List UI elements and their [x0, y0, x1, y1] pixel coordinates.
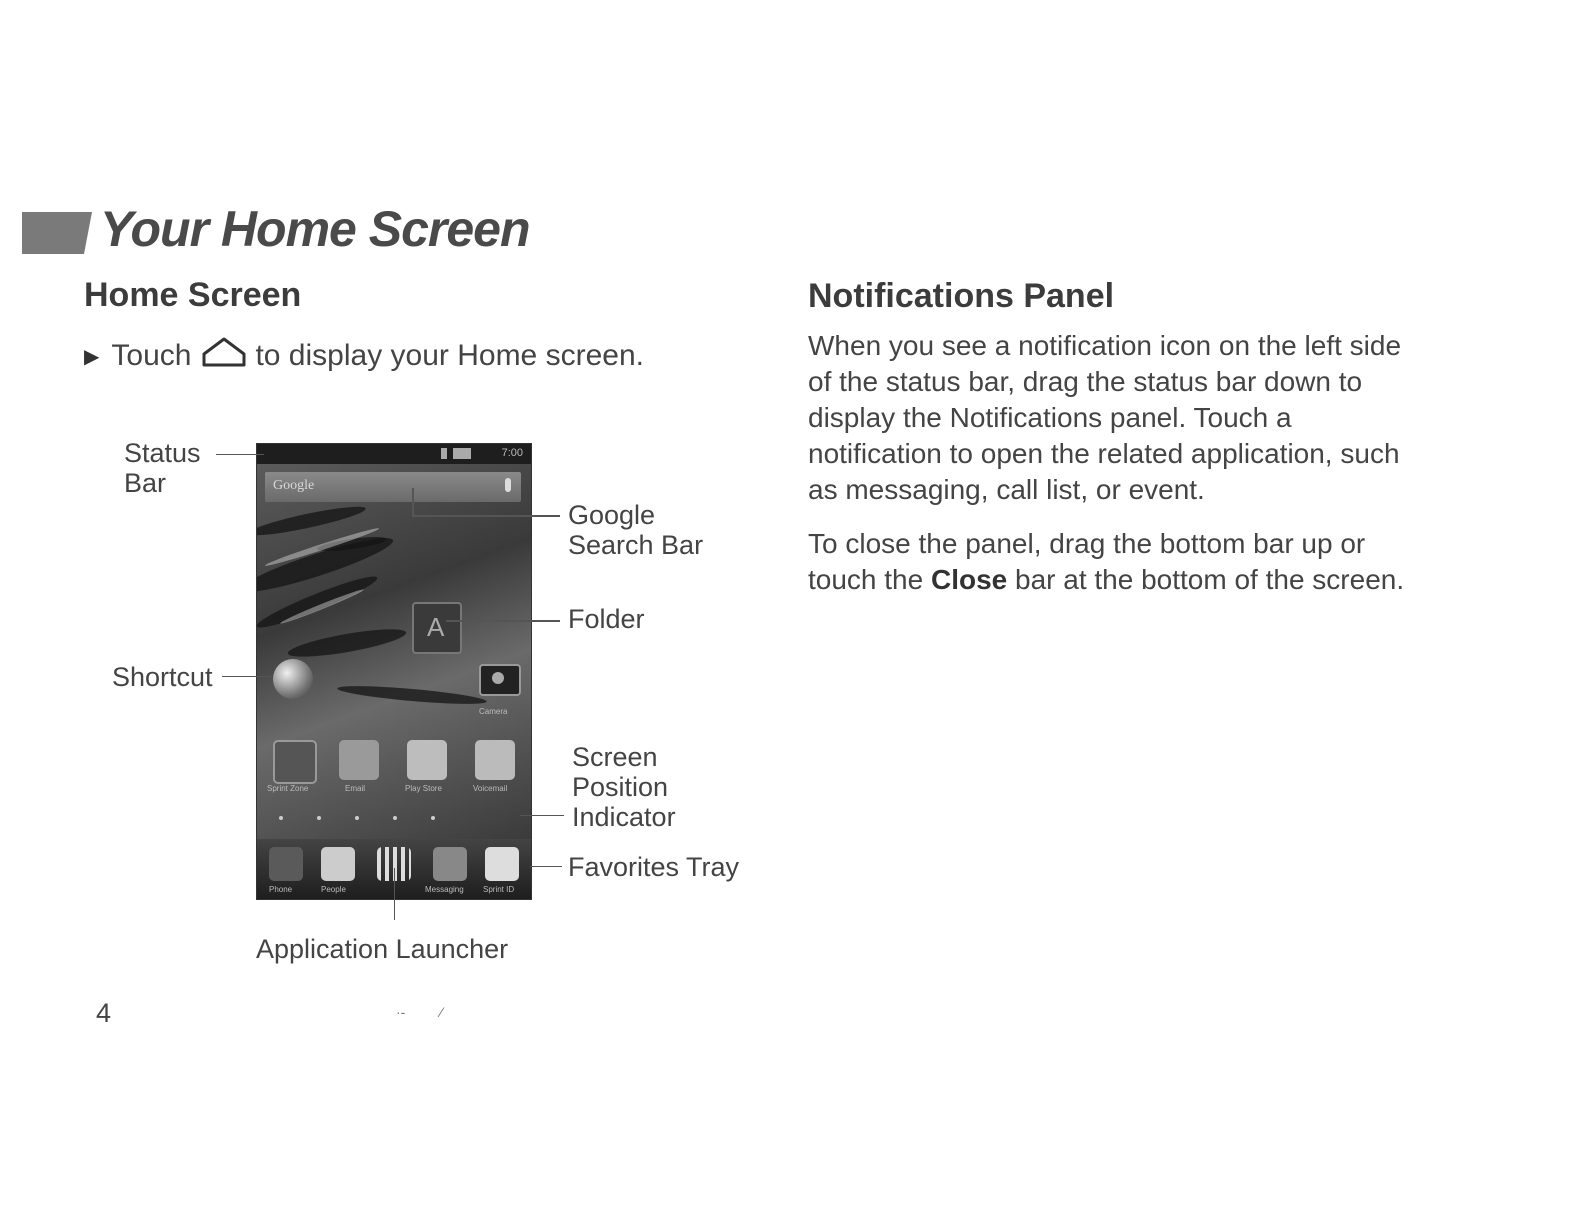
- bullet-arrow-icon: ▶: [84, 345, 100, 368]
- application-launcher-label: Application Launcher: [256, 934, 509, 964]
- notifications-paragraph-1: When you see a notification icon on the left side of the status bar, drag the status bar down to display the Notifications panel. Touch a notification to open the related application, such as messaging, call list, or event.: [808, 330, 1402, 505]
- notifications-panel-heading: Notifications Panel: [808, 277, 1115, 315]
- page-title: Your Home Screen: [100, 201, 530, 257]
- google-search-bar: [265, 472, 521, 502]
- app-label: Email: [345, 784, 366, 793]
- home-screen-heading: Home Screen: [84, 276, 302, 314]
- status-bar-leader-line: [216, 454, 264, 455]
- folder-label: Folder: [568, 604, 645, 634]
- app-label: Play Store: [405, 784, 442, 793]
- shortcut-leader-line: [222, 676, 272, 677]
- close-term: Close: [930, 564, 1008, 595]
- messaging-icon: [433, 847, 467, 881]
- tray-label: Sprint ID: [483, 885, 515, 894]
- notifications-paragraph-2: To close the panel, drag the bottom bar up or touch the Close bar at the bottom of the screen.: [808, 528, 1405, 595]
- sprint-id-icon: [485, 847, 519, 881]
- section-header-marker: [22, 212, 92, 254]
- favorites-tray-label: Favorites Tray: [568, 852, 740, 882]
- google-search-bar-label: Google Search Bar: [568, 500, 704, 560]
- screen-position-indicator-label: Screen Position Indicator: [572, 742, 676, 832]
- home-outline-icon: [201, 336, 247, 376]
- tray-label: Phone: [269, 885, 293, 894]
- camera-label: Camera: [479, 707, 508, 716]
- email-icon: [339, 740, 379, 780]
- shortcut-icon: [273, 659, 313, 699]
- sprint-zone-icon: [273, 740, 317, 784]
- voicemail-icon: [475, 740, 515, 780]
- signal-icon: [441, 448, 471, 459]
- instruction-suffix: to display your Home screen.: [255, 339, 644, 372]
- instruction-prefix: Touch: [111, 339, 192, 372]
- page-number: 4: [96, 998, 112, 1028]
- camera-app-icon: [479, 664, 521, 696]
- folder: A: [412, 602, 462, 654]
- screen-position-indicator: [279, 816, 479, 822]
- tray-label: Messaging: [425, 885, 464, 894]
- status-bar-label: Status Bar: [124, 438, 201, 498]
- phone-home-screen: [256, 443, 532, 900]
- google-logo: Google: [273, 478, 315, 493]
- play-store-icon: [407, 740, 447, 780]
- folder-leader-line: [446, 620, 560, 622]
- tray-label: People: [321, 885, 346, 894]
- status-time: 7:00: [501, 447, 523, 459]
- search-bar-leader-line: [412, 515, 560, 517]
- people-icon: [321, 847, 355, 881]
- indicator-leader-line: [520, 815, 564, 816]
- phone-icon: [269, 847, 303, 881]
- app-label: Voicemail: [473, 784, 508, 793]
- microphone-icon: [505, 478, 511, 492]
- app-label: Sprint Zone: [267, 784, 309, 793]
- search-bar-leader-line: [412, 488, 414, 516]
- tray-leader-line: [530, 866, 562, 867]
- status-bar: [257, 444, 531, 464]
- shortcut-label: Shortcut: [112, 662, 213, 692]
- launcher-leader-line: [394, 868, 395, 920]
- scan-specks: ·‑ ⁄: [396, 1004, 443, 1020]
- touch-instruction: [84, 336, 644, 376]
